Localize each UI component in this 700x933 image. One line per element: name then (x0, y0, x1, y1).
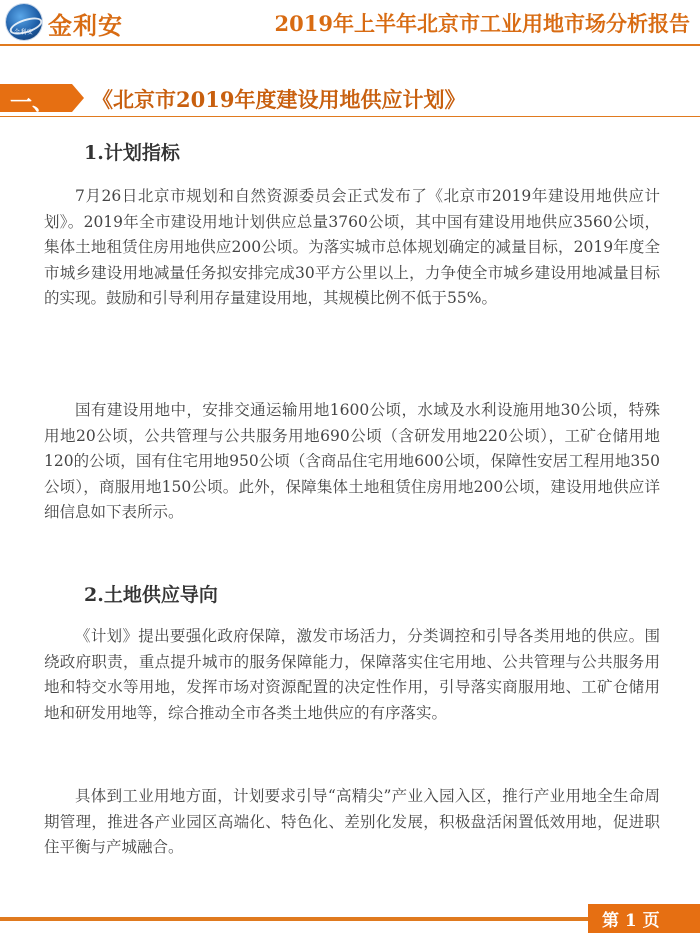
brand-name: 金利安 (48, 11, 123, 40)
subsection-heading-land-supply-guidance: 2.土地供应导向 (84, 584, 218, 606)
company-logo (6, 4, 42, 40)
paragraph: 7月26日北京市规划和自然资源委员会正式发布了《北京市2019年建设用地供应计划》。2019年全市建设用地计划供应总量3760公顷，其中国有建设用地供应3560公顷，集体土地租赁住房用地供应200公顷。为落实城市总体规划确定的减量目标，2019年度全市城乡建设用地减量任务拟安排完成30平方公里以上，力争使全市城乡建设用地减量目标的实现。鼓励和引导利用存量建设用地，其规模比例不低于55%。 (44, 187, 660, 307)
subsection-heading-plan-indicators: 1.计划指标 (84, 142, 180, 164)
report-title: 2019年上半年北京市工业用地市场分析报告 (274, 11, 690, 36)
page-header (0, 0, 700, 48)
section-title: 《北京市2019年度建设用地供应计划》 (92, 87, 466, 112)
logo-text: 金利安 (14, 29, 34, 36)
header-divider (0, 44, 700, 46)
section-arrow-icon (72, 84, 84, 112)
paragraph: 具体到工业用地方面，计划要求引导“高精尖”产业入园入区，推行产业用地全生命周期管理，推进各产业园区高端化、特色化、差别化发展，积极盘活闲置低效用地，促进职住平衡与产城融合。 (44, 787, 660, 856)
paragraph: 国有建设用地中，安排交通运输用地1600公顷，水域及水利设施用地30公顷，特殊用地20公顷，公共管理与公共服务用地690公顷（含研发用地220公顷），工矿仓储用地120的公顷，国有住宅用地950公顷（含商品住宅用地600公顷，保障性安居工程用地350公顷），商服用地150公顷。此外，保障集体土地租赁住房用地200公顷，建设用地供应详细信息如下表所示。 (44, 401, 660, 521)
section-divider (0, 116, 700, 117)
paragraph: 《计划》提出要强化政府保障，激发市场活力，分类调控和引导各类用地的供应。围绕政府职责，重点提升城市的服务保障能力，保障落实住宅用地、公共管理与公共服务用地和特交水等用地，发挥市场对资源配置的决定性作用，引导落实商服用地、工矿仓储用地和研发用地等，综合推动全市各类土地供应的有序落实。 (44, 627, 660, 722)
page-number: 第 1 页 (602, 911, 660, 931)
section-number: 一、 (10, 90, 55, 116)
